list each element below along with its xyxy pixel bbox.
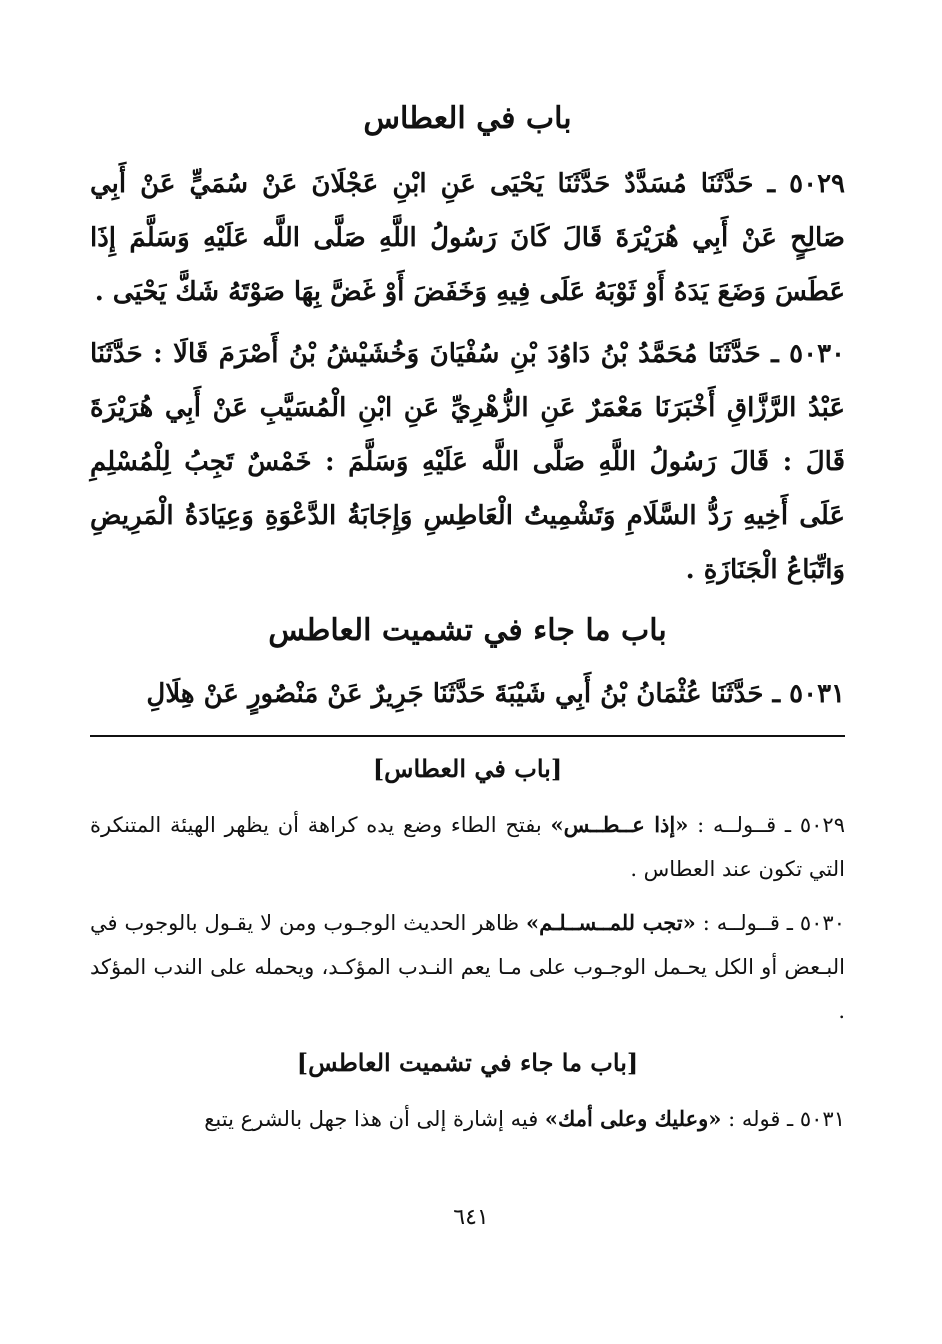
note-quote: «تجب للمــســلـم» — [526, 910, 696, 935]
chapter-heading-sneezing: باب في العطاس — [363, 101, 572, 136]
note-5030 — [90, 901, 845, 1033]
hadith-text: ـ حَدَّثَنَا مُحَمَّدُ بْنُ دَاوُدَ بْنِ سُفْيَانَ وَخُشَيْشُ بْنُ أَصْرَمَ قَالَا : حَدَّثَنَا عَبْدُ الرَّزَّاقِ أَخْبَرَنَا مَعْمَرٌ عَنِ الزُّهْرِيِّ عَنِ ابْنِ الْمُسَيَّبِ عَنْ أَبِي هُرَيْرَةَ قَالَ : قَالَ رَسُولُ اللَّهِ صَلَّى اللَّه عَلَيْهِ وَسَلَّمَ : خَمْسٌ تَجِبُ لِلْمُسْلِمِ عَلَى أَخِيهِ رَدُّ السَّلَامِ وَتَشْمِيتُ الْعَاطِسِ وَإِجَابَةُ الدَّعْوَةِ وَعِيَادَةُ الْمَرِيضِ وَاتِّبَاعُ الْجَنَازَةِ . — [90, 339, 845, 585]
note-5029 — [90, 803, 845, 891]
hadith-text: ـ حَدَّثَنَا عُثْمَانُ بْنُ أَبِي شَيْبَةَ حَدَّثَنَا جَرِيرٌ عَنْ مَنْصُورٍ عَنْ هِلَالِ — [146, 679, 781, 709]
note-number: ٥٠٣١ — [799, 1107, 845, 1131]
note-text: ظاهر الحديث الوجـوب ومن لا يقـول بالوجوب في البـعض أو الكل يحـمل الوجـوب على مـا يعم النـدب المؤكـد، ويحمله على الندب المؤكد . — [90, 911, 845, 1023]
hadith-5031 — [90, 667, 845, 721]
hadith-5029 — [90, 157, 845, 319]
page-number: ٦٤١ — [453, 1205, 489, 1230]
note-lead: ـ قــولــه : — [702, 911, 793, 935]
note-quote: «وعليك وعلى أمك» — [544, 1106, 722, 1131]
note-5031 — [90, 1097, 845, 1141]
chapter-heading-tashmit: باب ما جاء في تشميت العاطس — [268, 613, 667, 648]
note-number: ٥٠٢٩ — [799, 813, 845, 837]
note-heading-tashmit: [باب ما جاء في تشميت العاطس] — [296, 1048, 639, 1077]
footnote-divider — [90, 735, 845, 737]
hadith-number: ٥٠٣٠ — [789, 339, 845, 369]
note-lead: ـ قوله : — [728, 1107, 794, 1131]
note-quote: «إذا عــطــس» — [550, 812, 689, 837]
note-lead: ـ قــولــه : — [697, 813, 792, 837]
note-number: ٥٠٣٠ — [799, 911, 845, 935]
hadith-text: ـ حَدَّثَنَا مُسَدَّدٌ حَدَّثَنَا يَحْيَى عَنِ ابْنِ عَجْلَانَ عَنْ سُمَيٍّ عَنْ أَبِي صَالِحٍ عَنْ أَبِي هُرَيْرَةَ قَالَ كَانَ رَسُولُ اللَّهِ صَلَّى اللَّه عَلَيْهِ وَسَلَّمَ إِذَا عَطَسَ وَضَعَ يَدَهُ أَوْ ثَوْبَهُ عَلَى فِيهِ وَخَفَضَ أَوْ غَضَّ بِهَا صَوْتَهُ شَكَّ يَحْيَى . — [90, 169, 845, 307]
hadith-number: ٥٠٢٩ — [789, 169, 845, 199]
note-text: بفتح الطاء وضع يده كراهة أن يظهر الهيئة المتنكرة التي تكون عند العطاس . — [90, 813, 845, 881]
page-content — [90, 95, 845, 1151]
hadith-5030 — [90, 327, 845, 597]
note-text: فيه إشارة إلى أن هذا جهل بالشرع يتبع — [204, 1107, 539, 1131]
hadith-number: ٥٠٣١ — [789, 679, 845, 709]
note-heading-sneezing: [باب في العطاس] — [372, 754, 563, 783]
